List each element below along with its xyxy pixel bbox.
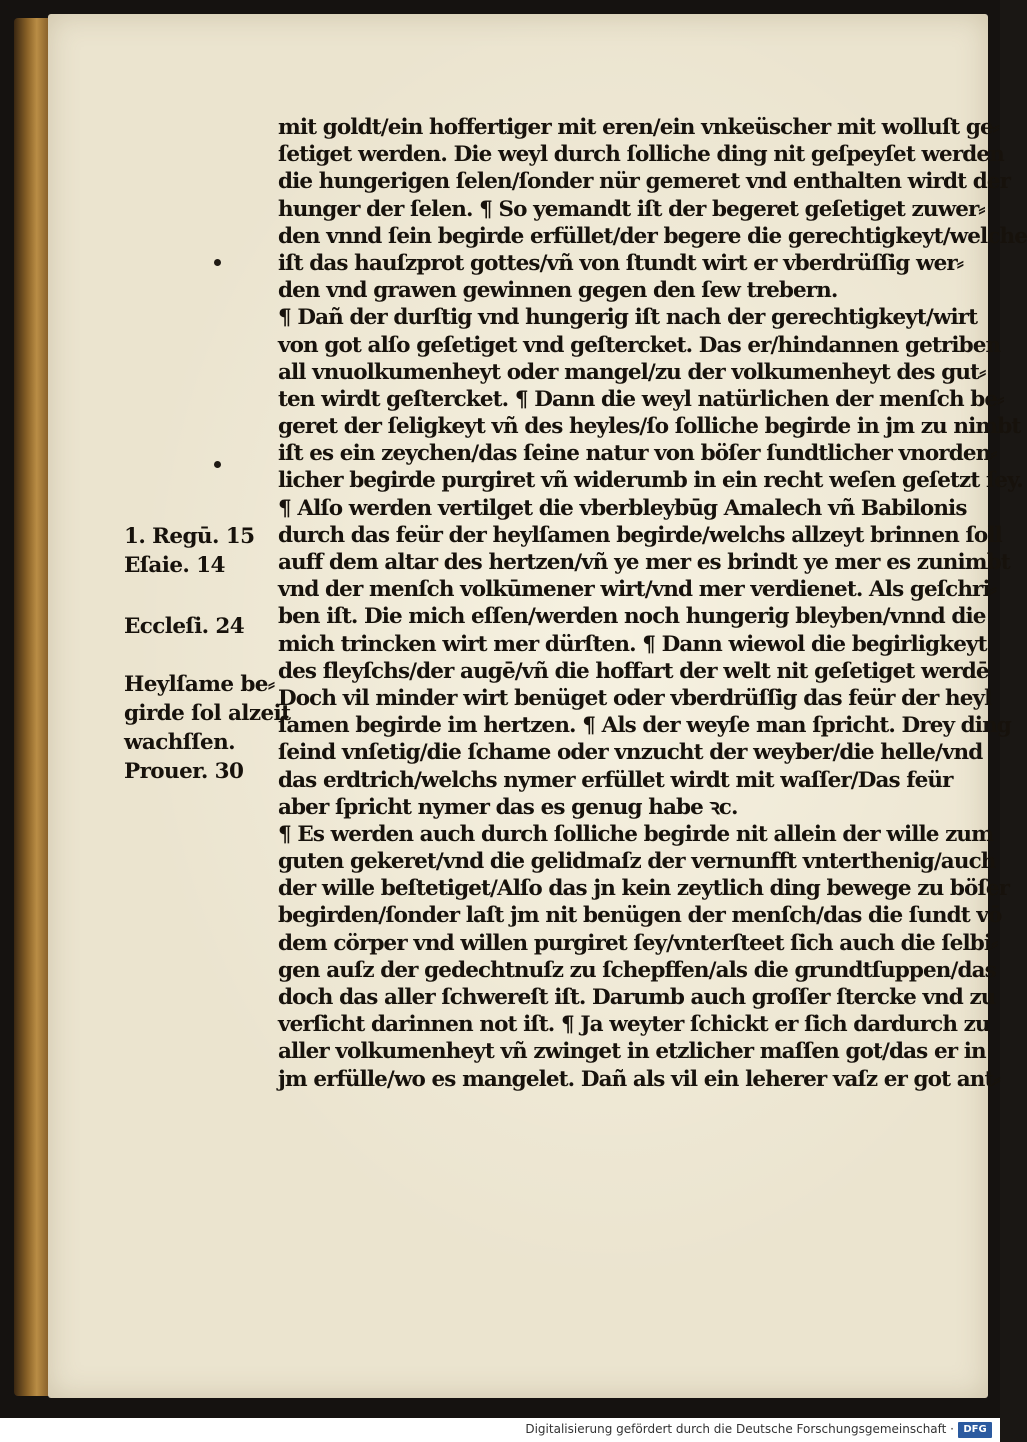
text-line: mich trincken wirt mer dürſten. ¶ Dann wiewol die begirligkeyt xyxy=(278,631,987,657)
text-line: aber ſpricht nymer das es genug habe ꝛc. xyxy=(278,794,738,820)
text-line: den vnd grawen gewinnen gegen den ſew trebern. xyxy=(278,278,838,304)
text-line: von got alſo geſetiget vnd geſtercket. Das er/hindannen getriben xyxy=(278,332,1001,358)
margin-note: Heylſame be⸗ xyxy=(124,672,275,697)
dfg-logo: DFG xyxy=(958,1422,992,1438)
text-line: auff dem altar des hertzen/vñ ye mer es brindt ye mer es zunimbt xyxy=(278,550,1010,575)
text-line: licher begirde purgiret vñ widerumb in ein recht weſen geſetzt ſey. xyxy=(278,468,1023,494)
text-line: ¶ Es werden auch durch ſolliche begirde nit allein der wille zum xyxy=(278,821,994,847)
text-line: ben iſt. Die mich eſſen/werden noch hungerig bleyben/vnnd die xyxy=(278,604,986,630)
text-line: begirden/ſonder laſt jm nit benügen der menſch/das die ſundt vō xyxy=(278,903,1002,929)
text-line: aller volkumenheyt vñ zwinget in etzlicher maſſen got/das er in xyxy=(278,1039,986,1065)
text-line: durch das feür der heylſamen begirde/welchs allzeyt brinnen ſoll xyxy=(278,522,1002,548)
text-line: geret der ſeligkeyt vñ des heyles/ſo ſolliche begirde in jm zu nimbt xyxy=(278,414,1021,440)
text-line: Doch vil minder wirt benüget oder vberdrüſſig das feür der heyl xyxy=(278,685,992,711)
text-line: ſamen begirde im hertzen. ¶ Als der weyſe man ſpricht. Drey ding xyxy=(278,713,1011,739)
text-line: doch das aller ſchwereſt iſt. Darumb auch groſſer ſtercke vnd zu xyxy=(278,985,996,1010)
text-line: all vnuolkumenheyt oder mangel/zu der volkumenheyt des gut⸗ xyxy=(278,359,986,385)
text-line: iſt das hauſzprot gottes/vñ von ſtundt wirt er vberdrüſſig wer⸗ xyxy=(278,250,964,276)
text-line: vnd der menſch volkūmener wirt/vnd mer verdienet. Als geſchri⸗ xyxy=(278,577,997,603)
book-spine xyxy=(14,18,52,1396)
text-line: den vnnd ſein begirde erfüllet/der begere die gerechtigkeyt/welche xyxy=(278,223,1027,249)
text-line: ¶ Dañ der durſtig vnd hungerig iſt nach der gerechtigkeyt/wirt xyxy=(278,305,978,331)
text-line: gen auſz der gedechtnuſz zu ſchepffen/als die grundtſuppen/das xyxy=(278,957,996,983)
margin-note: 1. Regū. 15 xyxy=(124,524,255,549)
text-line: guten gekeret/vnd die gelidmaſz der vernunfft vnterthenig/auch xyxy=(278,849,996,875)
text-line: der wille beſtetiget/Alſo das jn kein zeytlich ding bewege zu böſer xyxy=(278,876,1010,902)
text-line: ſetiget werden. Die weyl durch ſolliche ding nit geſpeyſet werden xyxy=(278,142,1004,168)
margin-note: Prouer. 30 xyxy=(124,759,244,784)
text-line: des fleyſchs/der augē/vñ die hoffart der welt nit geſetiget werdē xyxy=(278,658,989,684)
text-line: iſt es ein zeychen/das ſeine natur von böſer ſundtlicher vnorden⸗ xyxy=(278,441,997,467)
margin-note: wachſſen. xyxy=(124,730,236,755)
text-line: hunger der ſelen. ¶ So yemandt iſt der begeret geſetiget zuwer⸗ xyxy=(278,196,985,222)
text-line: jm erfülle/wo es mangelet. Dañ als vil ein leherer vaſz er got ant⸗ xyxy=(278,1066,1000,1092)
margin-note: Eccleſi. 24 xyxy=(124,614,245,639)
margin-dot xyxy=(214,259,221,266)
text-line: ¶ Alſo werden vertilget die vberbleybūg Amalech vñ Babilonis xyxy=(278,495,967,521)
text-line: verſicht darinnen not iſt. ¶ Ja weyter ſchickt er ſich dardurch zu xyxy=(278,1012,990,1038)
text-line: mit goldt/ein hoffertiger mit eren/ein vnkeüscher mit wolluſt ge⸗ xyxy=(278,115,1000,140)
main-text-block xyxy=(278,114,1027,1093)
text-line: ſeind vnſetig/die ſchame oder vnzucht der weyber/die helle/vnd xyxy=(278,740,983,766)
funding-credit: Digitalisierung gefördert durch die Deutsche Forschungsgemeinschaft · xyxy=(525,1422,954,1436)
text-line: dem cörper vnd willen purgiret ſey/vnterſteet ſich auch die ſelbi⸗ xyxy=(278,930,998,956)
margin-note: girde ſol alzeit xyxy=(124,701,291,726)
footer-bar xyxy=(0,1418,1000,1442)
text-line: das erdtrich/welchs nymer erfüllet wirdt mit waſſer/Das feür xyxy=(278,767,953,793)
text-line: ten wirdt geſtercket. ¶ Dann die weyl natürlichen der menſch be⸗ xyxy=(278,386,1004,412)
margin-dot xyxy=(214,461,221,468)
text-line: die hungerigen ſelen/ſonder nür gemeret vnd enthalten wirdt der xyxy=(278,169,1011,195)
margin-note: Eſaie. 14 xyxy=(124,553,225,578)
